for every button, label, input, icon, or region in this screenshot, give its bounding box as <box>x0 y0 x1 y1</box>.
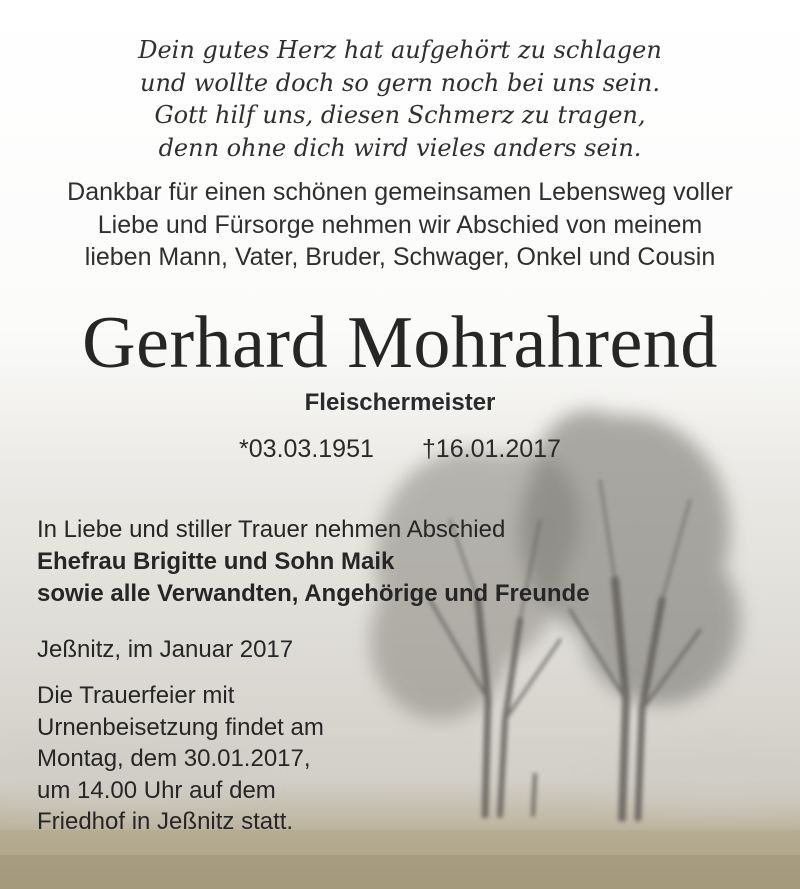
farewell-intro <box>0 176 800 274</box>
mourners-block <box>37 514 590 610</box>
deceased-profession: Fleischermeister <box>304 389 496 416</box>
funeral-line: um 14.00 Uhr auf dem <box>37 776 276 804</box>
funeral-line: Friedhof in Jeßnitz statt. <box>37 808 294 835</box>
verse-line: Gott hilf uns, diesen Schmerz zu tragen, <box>154 101 646 129</box>
funeral-line: Montag, dem 30.01.2017, <box>37 745 311 772</box>
mourners-intro: In Liebe und stiller Trauer nehmen Abschied <box>37 516 506 543</box>
funeral-line: Urnenbeisetzung findet am <box>37 713 324 741</box>
funeral-line: Die Trauerfeier mit <box>37 682 235 709</box>
mourners-family: Ehefrau Brigitte und Sohn Maik <box>37 548 395 575</box>
mourners-others: sowie alle Verwandten, Angehörige und Freunde <box>37 580 590 607</box>
verse-line: und wollte doch so gern noch bei uns sein. <box>139 68 661 97</box>
memorial-verse <box>0 34 800 164</box>
intro-line: lieben Mann, Vater, Bruder, Schwager, Onkel und Cousin <box>84 243 716 271</box>
birth-date: *03.03.1951 <box>239 435 374 463</box>
verse-line: denn ohne dich wird vieles anders sein. <box>158 133 642 162</box>
intro-line: Liebe und Fürsorge nehmen wir Abschied von meinem <box>97 210 703 239</box>
verse-line: Dein gutes Herz hat aufgehört zu schlagen <box>138 36 662 64</box>
deceased-name: Gerhard Mohrahrend <box>82 302 718 384</box>
funeral-details <box>37 680 324 838</box>
life-dates <box>0 432 800 466</box>
place-date: Jeßnitz, im Januar 2017 <box>37 636 294 663</box>
death-date: †16.01.2017 <box>421 435 561 463</box>
intro-line: Dankbar für einen schönen gemeinsamen Lebensweg voller <box>67 178 733 206</box>
